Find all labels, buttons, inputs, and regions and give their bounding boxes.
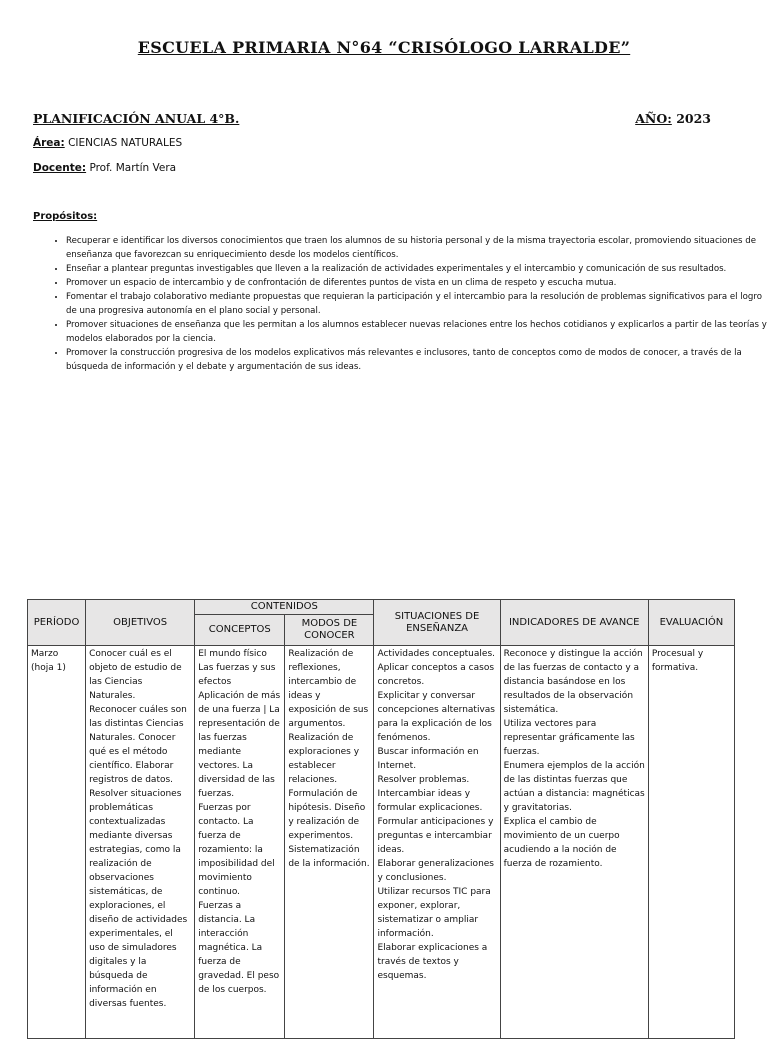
header-indicadores: INDICADORES DE AVANCE xyxy=(500,600,648,646)
header-objetivos: OBJETIVOS xyxy=(86,600,195,646)
plan-header xyxy=(33,111,711,131)
cell-conceptos: El mundo físico Las fuerzas y sus efectos Aplicación de más de una fuerza | La representación de las fuerzas mediante vectores. La diversidad de las fuerzas. Fuerzas por contacto. La fuerza de rozamiento: la imposibilidad del movimiento continuo. Fuerzas a distancia. La interacción magnética. La fuerza de gravedad. El peso de los cuerpos. xyxy=(195,646,285,1039)
year-label: AÑO: xyxy=(635,111,672,126)
header-situaciones: SITUACIONES DE ENSEÑANZA xyxy=(374,600,500,646)
school-title: ESCUELA PRIMARIA N°64 “CRISÓLOGO LARRALDE” xyxy=(137,38,631,57)
header-conceptos: CONCEPTOS xyxy=(195,615,285,646)
cell-situaciones: Actividades conceptuales. Aplicar conceptos a casos concretos. Explicitar y conversar concepciones alternativas para la explicación de los fenómenos. Buscar información en Internet. Resolver problemas. Intercambiar ideas y formular explicaciones. Formular anticipaciones y preguntas e intercambiar ideas. Elaborar generalizaciones y conclusiones. Utilizar recursos TIC para exponer, explorar, sistematizar o ampliar información. Elaborar explicaciones a través de textos y esquemas. xyxy=(374,646,500,1039)
plan-title: PLANIFICACIÓN ANUAL 4°B. xyxy=(33,111,240,126)
year-value: 2023 xyxy=(676,111,711,126)
year-line xyxy=(635,111,711,126)
cell-indicadores: Reconoce y distingue la acción de las fuerzas de contacto y a distancia basándose en los resultados de la observación sistemática. Utiliza vectores para representar gráficamente las fuerzas. Enumera ejemplos de la acción de las distintas fuerzas que actúan a distancia: magnéticas y gravitatorias. Explica el cambio de movimiento de un cuerpo acudiendo a la noción de fuerza de rozamiento. xyxy=(500,646,648,1039)
purpose-item: • Promover la construcción progresiva de los modelos explicativos más relevantes e inclusores, tanto de conceptos como de modos de conocer, a través de la búsqueda de información y el debate y argumentación de sus ideas. xyxy=(66,346,768,374)
teacher-value: Prof. Martín Vera xyxy=(89,162,177,174)
table-header-row xyxy=(28,600,735,615)
cell-periodo: Marzo (hoja 1) xyxy=(28,646,86,1039)
table-row xyxy=(28,646,735,1039)
area-value: CIENCIAS NATURALES xyxy=(68,137,183,149)
purpose-item: • Promover un espacio de intercambio y de confrontación de diferentes puntos de vista en un clima de respeto y escucha mutua. xyxy=(66,276,768,290)
planning-table xyxy=(27,599,735,1039)
purpose-item: • Enseñar a plantear preguntas investigables que lleven a la realización de actividades experimentales y el intercambio y comunicación de sus resultados. xyxy=(66,262,768,276)
header-contenidos: CONTENIDOS xyxy=(195,600,374,615)
header-modos: MODOS DE CONOCER xyxy=(285,615,374,646)
cell-modos: Realización de reflexiones, intercambio de ideas y exposición de sus argumentos. Realización de exploraciones y establecer relaciones. Formulación de hipótesis. Diseño y realización de experimentos. Sistematización de la información. xyxy=(285,646,374,1039)
purposes-heading: Propósitos: xyxy=(33,211,98,222)
cell-objetivos: Conocer cuál es el objeto de estudio de las Ciencias Naturales. Reconocer cuáles son las distintas Ciencias Naturales. Conocer qué es el método científico. Elaborar registros de datos. Resolver situaciones problemáticas contextualizadas mediante diversas estrategias, como la realización de observaciones sistemáticas, de exploraciones, el diseño de actividades experimentales, el uso de simuladores digitales y la búsqueda de información en diversas fuentes. xyxy=(86,646,195,1039)
purpose-item: • Fomentar el trabajo colaborativo mediante propuestas que requieran la participación y el intercambio para la resolución de problemas significativos para el logro de una progresiva autonomía en el plano social y personal. xyxy=(66,290,768,318)
area-line xyxy=(33,137,182,149)
teacher-line xyxy=(33,162,176,174)
cell-evaluacion: Procesual y formativa. xyxy=(648,646,734,1039)
area-label: Área: xyxy=(33,137,65,149)
purpose-item: • Promover situaciones de enseñanza que les permitan a los alumnos establecer nuevas relaciones entre los hechos cotidianos y explicarlos a partir de las teorías y modelos elaborados por la ciencia. xyxy=(66,318,768,346)
header-evaluacion: EVALUACIÓN xyxy=(648,600,734,646)
header-periodo: PERÍODO xyxy=(28,600,86,646)
purpose-item: • Recuperar e identificar los diversos conocimientos que traen los alumnos de su historia personal y de la misma trayectoria escolar, promoviendo situaciones de enseñanza que favorezcan su enriquecimiento desde los modelos científicos. xyxy=(66,234,768,262)
teacher-label: Docente: xyxy=(33,162,87,174)
purposes-list xyxy=(33,234,768,374)
